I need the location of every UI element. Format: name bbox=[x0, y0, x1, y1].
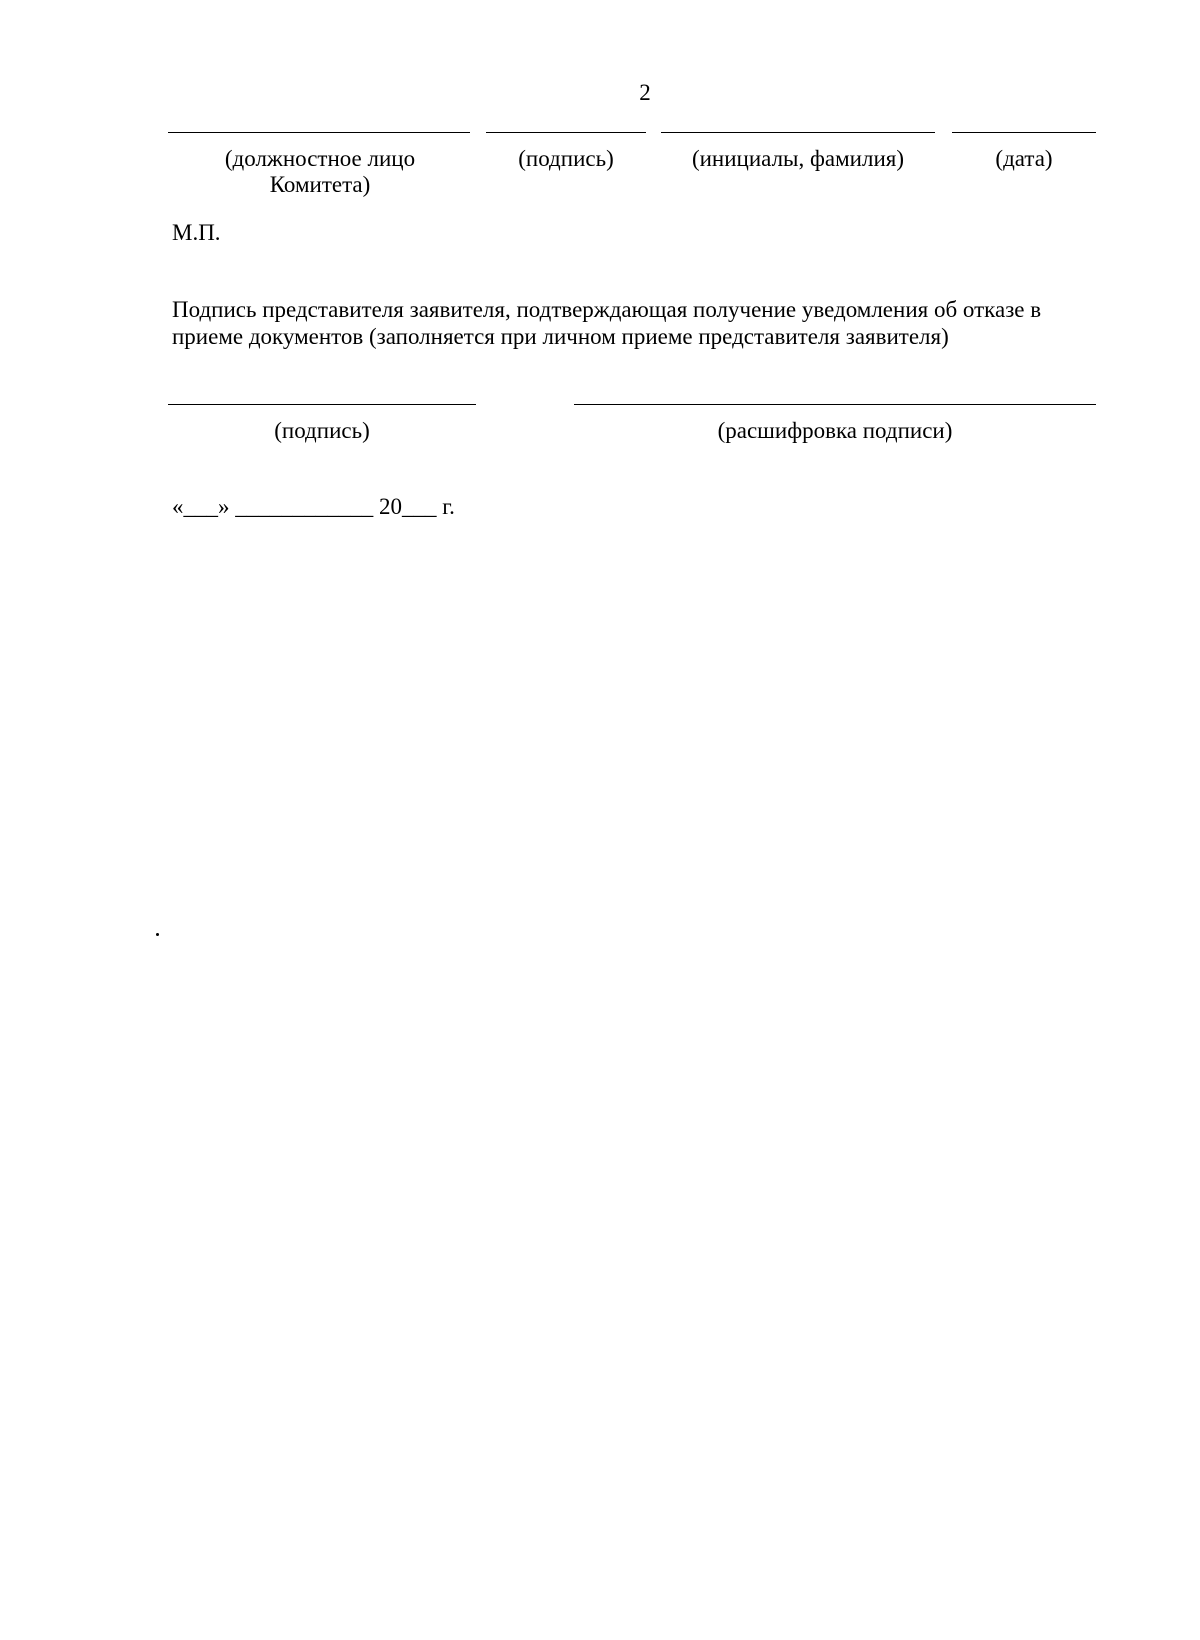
representative-decoding-line bbox=[574, 404, 1096, 405]
official-date-line bbox=[952, 132, 1096, 133]
representative-decoding-caption: (расшифровка подписи) bbox=[717, 418, 953, 443]
page-number: 2 bbox=[639, 80, 651, 105]
representative-signature-caption: (подпись) bbox=[274, 418, 370, 443]
official-signature-line bbox=[486, 132, 646, 133]
official-position-line bbox=[168, 132, 470, 133]
official-position-caption: (должностное лицо Комитета) bbox=[224, 146, 416, 197]
scan-artifact-dot bbox=[156, 933, 159, 936]
official-initials-caption: (инициалы, фамилия) bbox=[691, 146, 905, 171]
official-date-caption: (дата) bbox=[995, 146, 1053, 171]
applicant-note: Подпись представителя заявителя, подтверждающая получение уведомления об отказе в приеме документов (заполняется при личном приеме представителя заявителя) bbox=[172, 297, 1042, 349]
representative-signature-line bbox=[168, 404, 476, 405]
official-signature-caption: (подпись) bbox=[518, 146, 614, 171]
stamp-label: М.П. bbox=[172, 220, 221, 245]
date-fill-line: «___» ____________ 20___ г. bbox=[172, 494, 455, 519]
official-initials-line bbox=[661, 132, 935, 133]
